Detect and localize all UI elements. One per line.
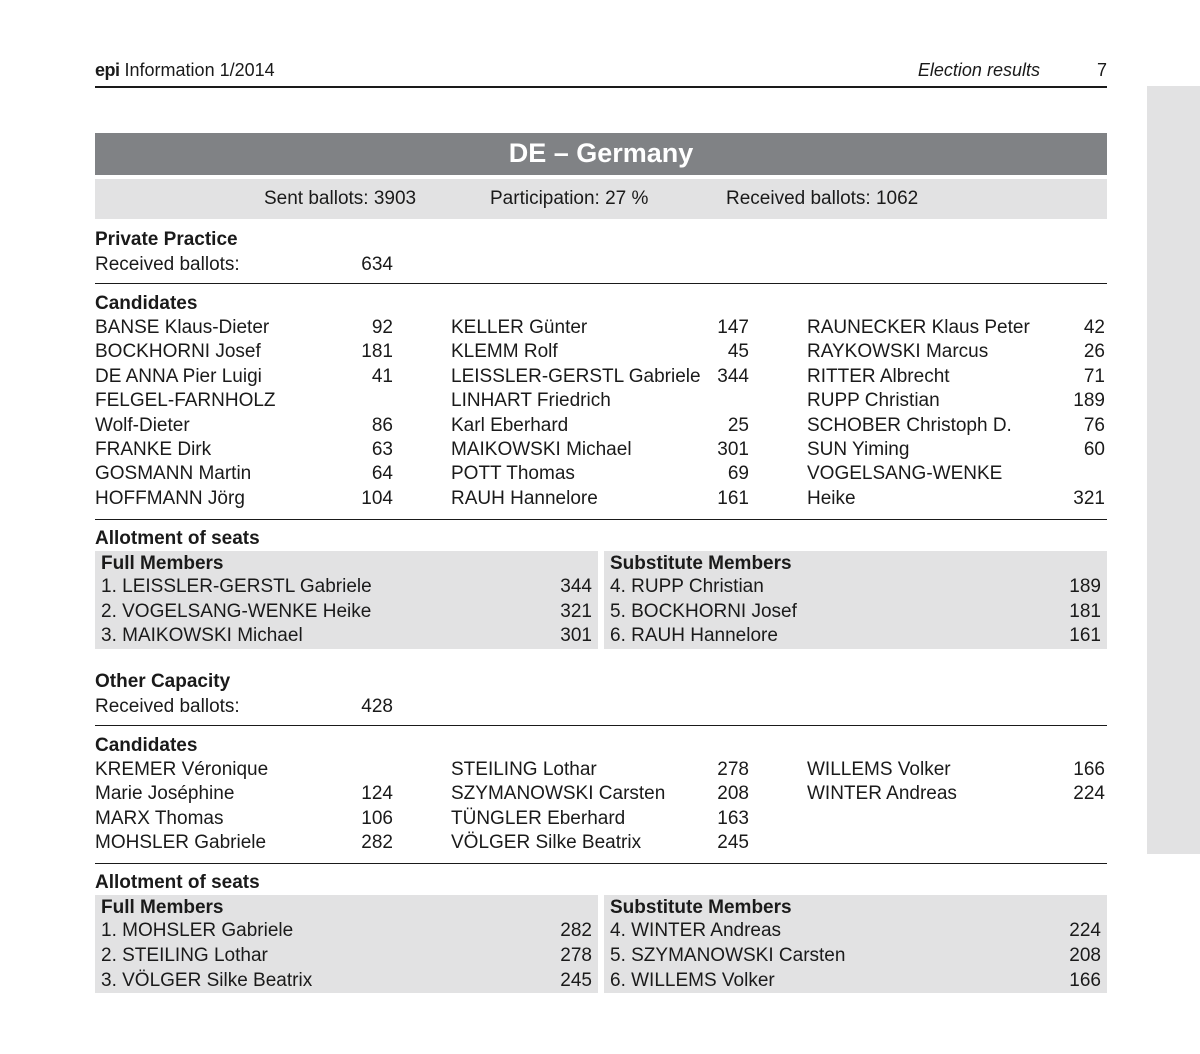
- candidate-name: Marie Joséphine: [95, 783, 235, 805]
- candidates-column: [451, 758, 749, 856]
- election-results: [95, 133, 1107, 993]
- member-votes: 181: [1069, 600, 1101, 622]
- candidate-votes: 344: [717, 365, 749, 387]
- member-name: 6. RAUH Hannelore: [610, 625, 778, 647]
- member-votes: 208: [1069, 945, 1101, 967]
- received-value: 428: [361, 695, 393, 717]
- publication-title: Information 1/2014: [124, 60, 275, 80]
- candidate-votes: 64: [371, 463, 393, 485]
- member-votes: 161: [1069, 625, 1101, 647]
- candidate-name: BANSE Klaus-Dieter: [95, 317, 270, 338]
- candidate-name: HOFFMANN Jörg: [95, 487, 245, 509]
- substitute-members-box: [604, 895, 1107, 993]
- candidate-name: GOSMANN Martin: [95, 463, 252, 485]
- candidates-column: [95, 316, 393, 511]
- section-title: Private Practice: [95, 229, 238, 250]
- candidate-name: STEILING Lothar: [451, 758, 597, 780]
- seat-row: [610, 944, 1101, 969]
- member-name: 1. LEISSLER-GERSTL Gabriele: [101, 576, 372, 598]
- member-name: 3. VÖLGER Silke Beatrix: [101, 969, 313, 991]
- candidate-name: DE ANNA Pier Luigi: [95, 365, 262, 387]
- substitute-members-heading: Substitute Members: [610, 897, 792, 919]
- candidates-column: [807, 758, 1105, 856]
- candidate-row: [451, 414, 749, 438]
- country-title: DE – Germany: [95, 133, 1107, 175]
- candidate-name: SZYMANOWSKI Carsten: [451, 783, 666, 805]
- candidate-votes: 161: [717, 487, 749, 509]
- allotment-of-seats: [95, 895, 1107, 993]
- candidate-name: POTT Thomas: [451, 463, 575, 485]
- allotment-label: Allotment of seats: [95, 528, 260, 550]
- candidate-row: [807, 758, 1105, 782]
- private-practice-section: [95, 227, 1107, 649]
- candidate-name: SCHOBER Christoph D.: [807, 414, 1012, 436]
- candidate-row: [807, 316, 1105, 340]
- candidate-row: [807, 487, 1105, 511]
- member-name: 6. WILLEMS Volker: [610, 969, 775, 991]
- candidate-votes: 25: [727, 414, 749, 436]
- candidate-votes: 224: [1073, 783, 1105, 805]
- candidate-row: [807, 389, 1105, 413]
- candidates-column: [95, 758, 393, 856]
- candidate-row: [95, 782, 393, 806]
- candidate-name: VÖLGER Silke Beatrix: [451, 832, 642, 854]
- received-value: 634: [361, 254, 393, 275]
- candidate-name: WILLEMS Volker: [807, 758, 951, 780]
- candidate-votes: 69: [727, 463, 749, 485]
- candidate-name: MOHSLER Gabriele: [95, 832, 267, 854]
- candidate-votes: 301: [717, 438, 749, 460]
- candidate-votes: 208: [717, 783, 749, 805]
- candidate-row: [807, 782, 1105, 806]
- received-label: Received ballots:: [95, 254, 240, 275]
- candidate-votes: 163: [717, 807, 749, 829]
- candidate-name: TÜNGLER Eberhard: [451, 807, 626, 829]
- candidate-name: FRANKE Dirk: [95, 438, 212, 460]
- candidate-row: [451, 487, 749, 511]
- side-tab-decoration: [1147, 86, 1200, 854]
- candidates-label: Candidates: [95, 293, 198, 314]
- candidate-votes: 60: [1083, 438, 1105, 460]
- member-name: 5. SZYMANOWSKI Carsten: [610, 945, 846, 967]
- substitute-members-box: [604, 551, 1107, 649]
- candidate-name: VOGELSANG-WENKE: [807, 463, 1003, 485]
- candidates-column: [807, 316, 1105, 511]
- candidate-votes: 26: [1083, 341, 1105, 363]
- candidate-votes: 245: [717, 832, 749, 854]
- candidate-row: [451, 807, 749, 831]
- received-label: Received ballots:: [95, 695, 240, 717]
- candidate-row: [807, 340, 1105, 364]
- divider: [95, 283, 1107, 284]
- section-title: Other Capacity: [95, 670, 231, 692]
- candidate-votes: 104: [361, 487, 393, 509]
- candidate-votes: 92: [371, 317, 393, 338]
- seat-row: [610, 969, 1101, 994]
- candidate-votes: 71: [1083, 365, 1105, 387]
- candidate-name: RUPP Christian: [807, 390, 940, 412]
- candidate-name: WINTER Andreas: [807, 783, 957, 805]
- member-name: 4. WINTER Andreas: [610, 920, 782, 942]
- candidate-votes: 106: [361, 807, 393, 829]
- seat-row: [101, 919, 592, 944]
- candidate-votes: 45: [727, 341, 749, 363]
- candidate-row: [807, 438, 1105, 462]
- candidate-name: LINHART Friedrich: [451, 390, 611, 412]
- candidate-name: SUN Yiming: [807, 438, 910, 460]
- candidate-name: Karl Eberhard: [451, 414, 569, 436]
- candidate-votes: 278: [717, 758, 749, 780]
- candidate-row: [95, 462, 393, 486]
- divider: [95, 863, 1107, 864]
- candidate-row: [451, 831, 749, 855]
- full-members-box: [95, 551, 598, 649]
- candidates-label: Candidates: [95, 734, 198, 756]
- seat-row: [610, 600, 1101, 625]
- member-votes: 282: [560, 920, 592, 942]
- received-ballots-row: [95, 252, 1107, 277]
- candidate-votes: 124: [361, 783, 393, 805]
- candidate-row: [95, 340, 393, 364]
- participation: Participation: 27 %: [490, 188, 649, 209]
- candidate-name: LEISSLER-GERSTL Gabriele: [451, 365, 701, 387]
- candidate-name: MARX Thomas: [95, 807, 224, 829]
- brand-logo: epi: [95, 60, 120, 80]
- candidate-name: RAUNECKER Klaus Peter: [807, 317, 1030, 338]
- member-name: 4. RUPP Christian: [610, 576, 764, 598]
- candidate-row: [807, 462, 1105, 486]
- candidate-votes: 42: [1083, 317, 1105, 338]
- divider: [95, 519, 1107, 520]
- candidate-votes: 189: [1073, 390, 1105, 412]
- header-right: [918, 60, 1107, 81]
- candidate-name: MAIKOWSKI Michael: [451, 438, 632, 460]
- candidate-row: [451, 782, 749, 806]
- sent-ballots: Sent ballots: 3903: [264, 188, 417, 209]
- candidate-name: KLEMM Rolf: [451, 341, 558, 363]
- candidate-votes: 282: [361, 832, 393, 854]
- ballot-stats: [95, 179, 1107, 219]
- member-votes: 224: [1069, 920, 1101, 942]
- candidate-row: [95, 831, 393, 855]
- member-votes: 321: [560, 600, 592, 622]
- candidate-row: [451, 316, 749, 340]
- full-members-heading: Full Members: [101, 897, 224, 919]
- candidate-name: Wolf-Dieter: [95, 414, 190, 436]
- candidate-votes: 86: [371, 414, 393, 436]
- candidate-row: [451, 462, 749, 486]
- candidate-row: [807, 365, 1105, 389]
- candidate-row: [451, 365, 749, 389]
- seat-row: [610, 575, 1101, 600]
- candidate-row: [95, 758, 393, 782]
- candidate-row: [95, 365, 393, 389]
- candidate-name: RAUH Hannelore: [451, 487, 598, 509]
- candidate-row: [95, 807, 393, 831]
- candidate-name: RITTER Albrecht: [807, 365, 950, 387]
- candidates-list: [95, 316, 1107, 511]
- other-capacity-section: [95, 669, 1107, 993]
- received-ballots-row: [95, 694, 1107, 719]
- candidates-list: [95, 758, 1107, 856]
- candidate-name: Heike: [807, 487, 856, 509]
- candidate-votes: 147: [717, 317, 749, 338]
- candidate-name: FELGEL-FARNHOLZ: [95, 390, 276, 412]
- received-ballots: Received ballots: 1062: [726, 188, 919, 209]
- member-name: 2. VOGELSANG-WENKE Heike: [101, 600, 372, 622]
- candidate-row: [807, 414, 1105, 438]
- allotment-label: Allotment of seats: [95, 872, 260, 894]
- seat-row: [610, 919, 1101, 944]
- candidate-row: [451, 389, 749, 413]
- member-votes: 301: [560, 625, 592, 647]
- candidate-name: RAYKOWSKI Marcus: [807, 341, 989, 363]
- member-votes: 166: [1069, 969, 1101, 991]
- section-name: Election results: [917, 60, 1040, 80]
- seat-row: [101, 600, 592, 625]
- seat-row: [610, 624, 1101, 649]
- candidate-row: [451, 340, 749, 364]
- candidate-votes: 321: [1073, 487, 1105, 509]
- member-votes: 189: [1069, 576, 1101, 598]
- divider: [95, 725, 1107, 726]
- member-name: 3. MAIKOWSKI Michael: [101, 625, 303, 647]
- page-number: 7: [1096, 60, 1107, 80]
- allotment-of-seats: [95, 551, 1107, 649]
- candidate-name: KREMER Véronique: [95, 758, 269, 780]
- candidate-votes: 181: [361, 341, 393, 363]
- candidate-votes: 41: [371, 365, 393, 387]
- substitute-members-heading: Substitute Members: [610, 553, 792, 575]
- full-members-heading: Full Members: [101, 553, 224, 575]
- member-name: 1. MOHSLER Gabriele: [101, 920, 294, 942]
- candidate-votes: 166: [1073, 758, 1105, 780]
- seat-row: [101, 944, 592, 969]
- candidate-row: [95, 389, 393, 413]
- member-votes: 344: [560, 576, 592, 598]
- candidate-row: [451, 438, 749, 462]
- member-name: 5. BOCKHORNI Josef: [610, 600, 797, 622]
- candidate-row: [451, 758, 749, 782]
- candidate-row: [95, 438, 393, 462]
- candidate-row: [95, 487, 393, 511]
- member-name: 2. STEILING Lothar: [101, 945, 268, 967]
- seat-row: [101, 969, 592, 994]
- member-votes: 278: [560, 945, 592, 967]
- candidate-row: [95, 316, 393, 340]
- candidates-column: [451, 316, 749, 511]
- candidate-votes: 76: [1083, 414, 1105, 436]
- candidate-name: BOCKHORNI Josef: [95, 341, 261, 363]
- publication-info: [95, 60, 275, 81]
- page-header: [95, 56, 1107, 88]
- candidate-name: KELLER Günter: [451, 317, 588, 338]
- member-votes: 245: [560, 969, 592, 991]
- seat-row: [101, 575, 592, 600]
- candidate-votes: 63: [371, 438, 393, 460]
- seat-row: [101, 624, 592, 649]
- candidate-row: [95, 414, 393, 438]
- full-members-box: [95, 895, 598, 993]
